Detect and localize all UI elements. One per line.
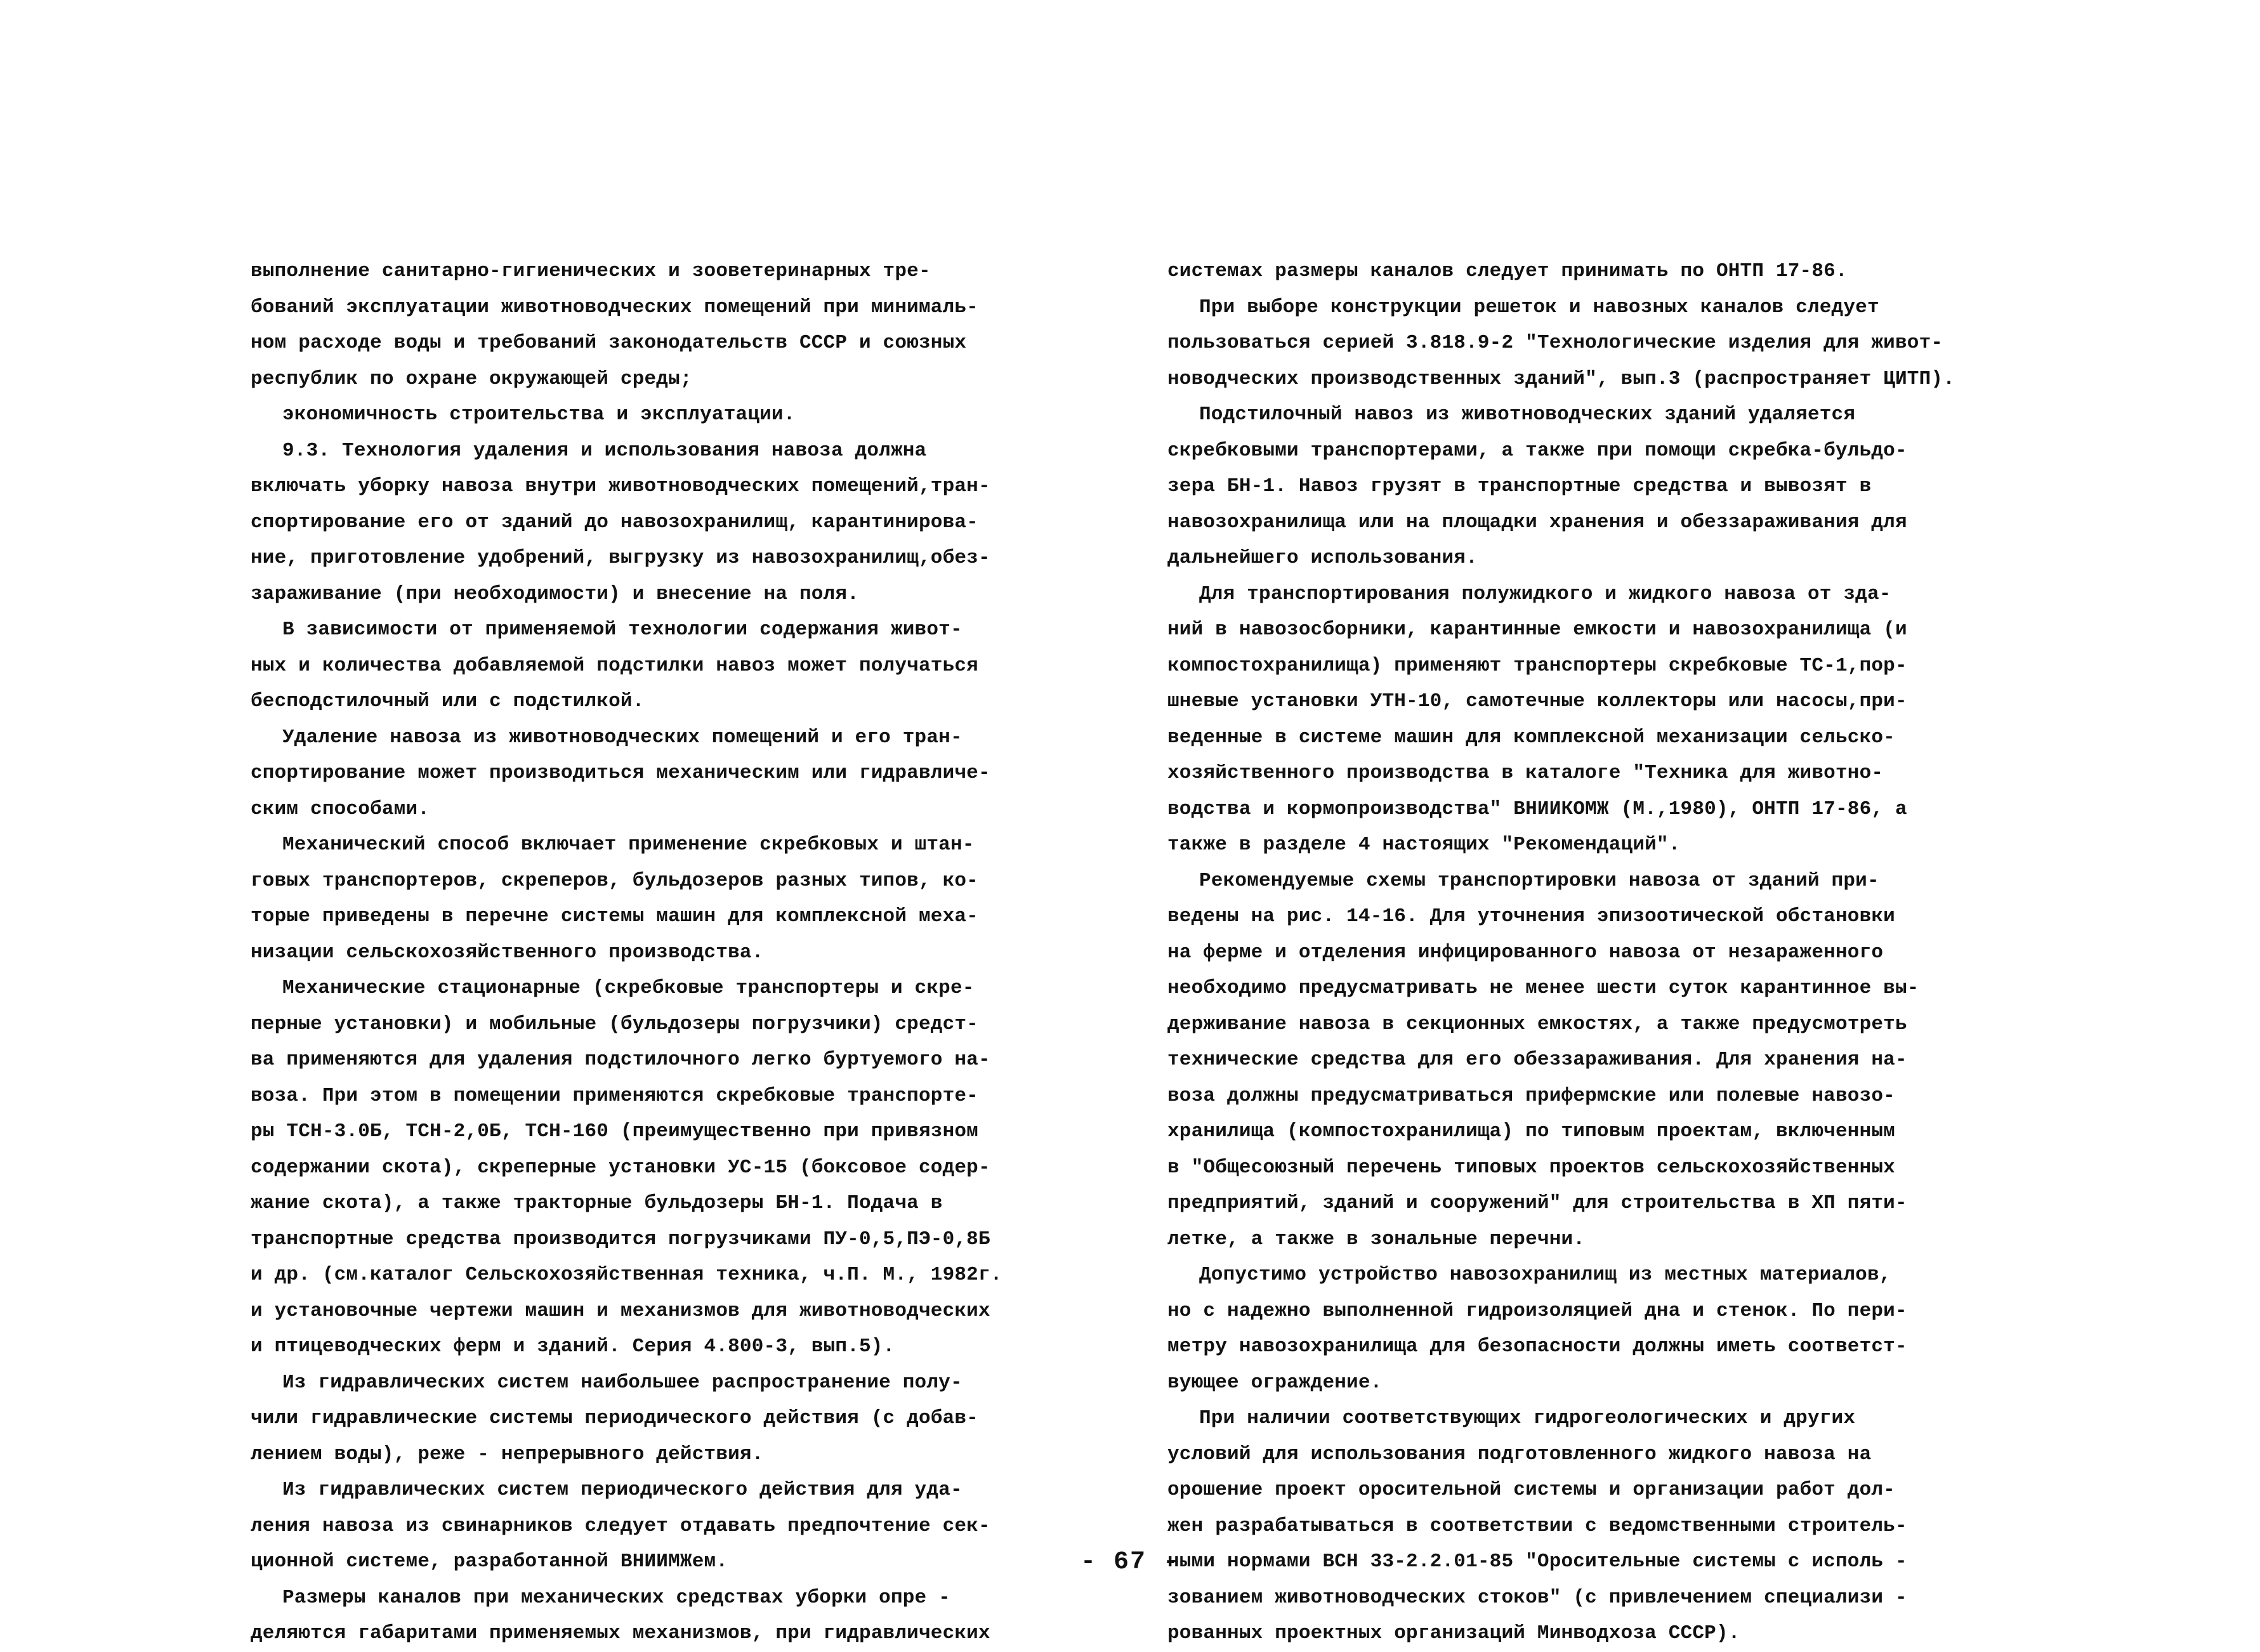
text-line: летке, а также в зональные перечни. — [1167, 1228, 1586, 1250]
text-line: метру навозохранилища для безопасности должны иметь соответст- — [1167, 1335, 1907, 1358]
text-line: скребковыми транспортерами, а также при помощи скребка-бульдо- — [1167, 439, 1907, 462]
text-line: водства и кормопроизводства" ВНИИКОМЖ (М.,1980), ОНТП 17-86, а — [1167, 797, 1907, 820]
text-line: ными нормами ВСН 33-2.2.01-85 "Оросительные системы с исполь - — [1167, 1550, 1907, 1573]
text-line: деляются габаритами применяемых механизмов, при гидравлических — [251, 1622, 990, 1644]
right-column — [1167, 254, 1986, 1652]
text-line: Из гидравлических систем периодического действия для уда- — [282, 1479, 962, 1501]
text-line: Подстилочный навоз из животноводческих зданий удаляется — [1199, 403, 1856, 426]
text-line: и др. (см.каталог Сельскохозяйственная техника, ч.П. М., 1982г. — [251, 1264, 1002, 1286]
text-line: выполнение санитарно-гигиенических и зооветеринарных тре- — [251, 260, 931, 282]
text-line: Допустимо устройство навозохранилищ из местных материалов, — [1199, 1264, 1891, 1286]
text-line: но с надежно выполненной гидроизоляцией дна и стенок. По пери- — [1167, 1299, 1907, 1322]
text-line: Рекомендуемые схемы транспортировки навоза от зданий при- — [1199, 869, 1879, 892]
text-line: ных и количества добавляемой подстилки навоз может получаться — [251, 654, 978, 677]
text-line: торые приведены в перечне системы машин для комплексной меха- — [251, 905, 978, 928]
text-line: 9.3. Технология удаления и использования навоза должна — [282, 439, 927, 462]
text-line: хранилища (компостохранилища) по типовым проектам, включенным — [1167, 1120, 1895, 1143]
text-line: бесподстилочный или с подстилкой. — [251, 690, 645, 712]
text-line: Удаление навоза из животноводческих помещений и его тран- — [282, 726, 962, 749]
left-column — [251, 254, 1075, 1652]
text-line: и установочные чертежи машин и механизмов для животноводческих — [251, 1299, 990, 1322]
text-line: новодческих производственных зданий", вып.3 (распространяет ЦИТП). — [1167, 367, 1955, 390]
text-line: воза должны предусматриваться прифермские или полевые навозо- — [1167, 1084, 1895, 1107]
text-line: ления навоза из свинарников следует отдавать предпочтение сек- — [251, 1514, 990, 1537]
text-line: экономичность строительства и эксплуатации. — [282, 403, 796, 426]
text-line: Для транспортирования полужидкого и жидкого навоза от зда- — [1199, 582, 1891, 605]
text-line: вующее ограждение. — [1167, 1371, 1383, 1394]
text-line: технические средства для его обеззараживания. Для хранения на- — [1167, 1049, 1907, 1071]
text-line: спортирование может производиться механическим или гидравличе- — [251, 762, 990, 784]
text-line: и птицеводческих ферм и зданий. Серия 4.800-3, вып.5). — [251, 1335, 895, 1358]
text-line: рованных проектных организаций Минводхоза СССР). — [1167, 1622, 1740, 1644]
text-line: зованием животноводческих стоков" (с привлечением специализи - — [1167, 1586, 1907, 1609]
text-line: чили гидравлические системы периодического действия (с добав- — [251, 1407, 978, 1429]
text-line: транспортные средства производится погрузчиками ПУ-0,5,ПЭ-0,8Б — [251, 1228, 990, 1250]
text-line: Механический способ включает применение скребковых и штан- — [282, 834, 975, 856]
text-line: ном расходе воды и требований законодательств СССР и союзных — [251, 332, 967, 354]
text-line: пользоваться серией 3.818.9-2 "Технологические изделия для живот- — [1167, 332, 1943, 354]
text-line: лением воды), реже - непрерывного действия. — [251, 1443, 764, 1465]
text-line: навозохранилища или на площадки хранения и обеззараживания для — [1167, 511, 1907, 534]
text-line: Размеры каналов при механических средствах уборки опре - — [282, 1586, 950, 1609]
text-line: ведены на рис. 14-16. Для уточнения эпизоотической обстановки — [1167, 905, 1895, 928]
text-line: Механические стационарные (скребковые транспортеры и скре- — [282, 977, 975, 999]
text-line: жание скота), а также тракторные бульдозеры БН-1. Подача в — [251, 1192, 943, 1214]
text-line: компостохранилища) применяют транспортеры скребковые ТС-1,пор- — [1167, 654, 1907, 677]
text-line: зера БН-1. Навоз грузят в транспортные средства и вывозят в — [1167, 475, 1872, 497]
text-line: ний в навозосборники, карантинные емкости и навозохранилища (и — [1167, 619, 1907, 641]
text-line: в "Общесоюзный перечень типовых проектов сельскохозяйственных — [1167, 1156, 1895, 1179]
text-line: Из гидравлических систем наибольшее распространение полу- — [282, 1371, 962, 1394]
text-line: При выборе конструкции решеток и навозных каналов следует — [1199, 296, 1879, 318]
text-line: включать уборку навоза внутри животноводческих помещений,тран- — [251, 475, 990, 497]
text-line: предприятий, зданий и сооружений" для строительства в XП пяти- — [1167, 1192, 1907, 1214]
text-line: В зависимости от применяемой технологии содержания живот- — [282, 619, 962, 641]
text-line: орошение проект оросительной системы и организации работ дол- — [1167, 1479, 1895, 1501]
text-line: зараживание (при необходимости) и внесение на поля. — [251, 582, 859, 605]
text-line: жен разрабатываться в соответствии с ведомственными строитель- — [1167, 1514, 1907, 1537]
text-line: веденные в системе машин для комплексной механизации сельско- — [1167, 726, 1895, 749]
text-line: хозяйственного производства в каталоге "Техника для животно- — [1167, 762, 1884, 784]
text-line: спортирование его от зданий до навозохранилищ, карантинирова- — [251, 511, 978, 534]
text-line: содержании скота), скреперные установки УС-15 (боксовое содер- — [251, 1156, 990, 1179]
text-line: шневые установки УТН-10, самотечные коллекторы или насосы,при- — [1167, 690, 1907, 712]
text-line: системах размеры каналов следует принимать по ОНТП 17-86. — [1167, 260, 1848, 282]
text-line: ва применяются для удаления подстилочного легко буртуемого на- — [251, 1049, 990, 1071]
text-line: низации сельскохозяйственного производства. — [251, 941, 764, 964]
text-line: необходимо предусматривать не менее шести суток карантинное вы- — [1167, 977, 1919, 999]
text-line: также в разделе 4 настоящих "Рекомендаций". — [1167, 834, 1681, 856]
text-line: условий для использования подготовленного жидкого навоза на — [1167, 1443, 1872, 1465]
text-line: ционной системе, разработанной ВНИИМЖем. — [251, 1550, 728, 1573]
text-line: держивание навоза в секционных емкостях, а также предусмотреть — [1167, 1013, 1907, 1035]
text-line: ским способами. — [251, 797, 430, 820]
text-line: воза. При этом в помещении применяются скребковые транспорте- — [251, 1084, 978, 1107]
page-number: - 67 - — [1080, 1548, 1180, 1577]
text-line: на ферме и отделения инфицированного навоза от незараженного — [1167, 941, 1884, 964]
text-line: говых транспортеров, скреперов, бульдозеров разных типов, ко- — [251, 869, 978, 892]
text-line: ры ТСН-3.0Б, ТСН-2,0Б, ТСН-160 (преимущественно при привязном — [251, 1120, 978, 1143]
text-line: республик по охране окружающей среды; — [251, 367, 692, 390]
text-line: ние, приготовление удобрений, выгрузку из навозохранилищ,обез- — [251, 547, 990, 569]
text-line: бований эксплуатации животноводческих помещений при минималь- — [251, 296, 978, 318]
text-line: дальнейшего использования. — [1167, 547, 1478, 569]
text-line: При наличии соответствующих гидрогеологических и других — [1199, 1407, 1856, 1429]
text-line: перные установки) и мобильные (бульдозеры погрузчики) средст- — [251, 1013, 978, 1035]
